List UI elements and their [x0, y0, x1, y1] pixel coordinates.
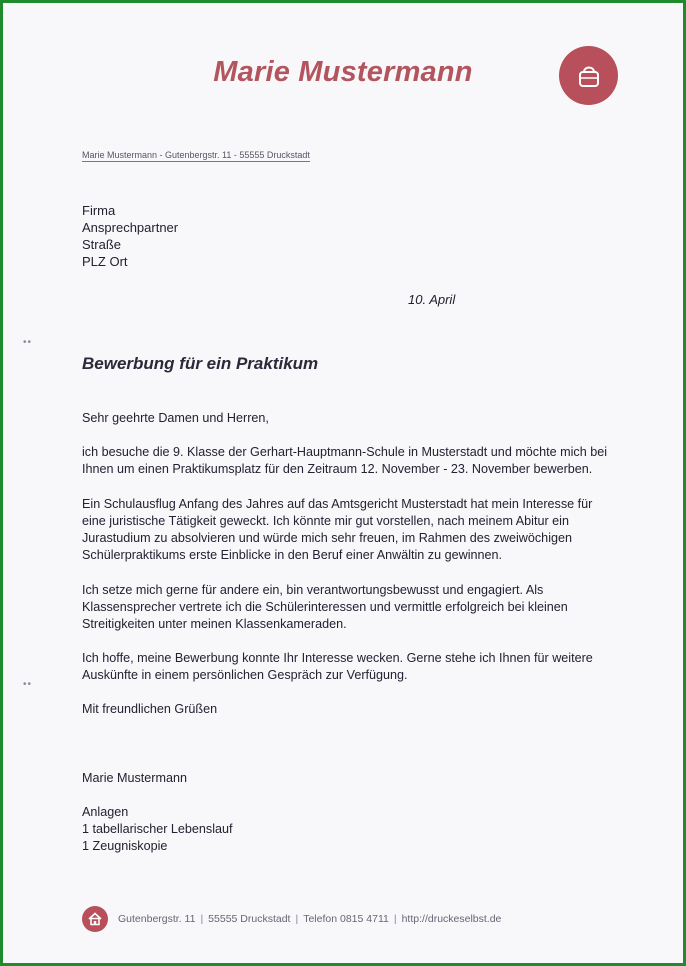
salutation [82, 410, 622, 427]
recipient-company: Firma [82, 203, 116, 218]
recipient-city: PLZ Ort [82, 254, 128, 269]
closing-text: Mit freundlichen Grüßen [82, 702, 218, 716]
paragraph-line: Jurastudium zu absolvieren und würde mich sehr freuen, im Rahmen des zweiwöchigen [82, 531, 573, 545]
footer-city: 55555 Druckstadt [208, 913, 291, 925]
paragraph-line: Ihnen um einen Praktikumsplatz für den Zeitraum 12. November - 23. November bewerben. [82, 462, 593, 476]
handbag-icon [574, 61, 604, 91]
logo-badge [559, 46, 618, 105]
paragraph-3 [82, 582, 622, 633]
closing [82, 701, 622, 718]
signature [82, 770, 622, 787]
footer-website-link[interactable]: http://druckeselbst.de [401, 913, 502, 925]
fold-mark-lower: •• [23, 679, 33, 690]
paragraph-line: Ich setze mich gerne für andere ein, bin verantwortungsbewusst und engagiert. Als [82, 583, 544, 597]
paragraph-line: Ich hoffe, meine Bewerbung konnte Ihr Interesse wecken. Gerne stehe ich Ihnen für weitere [82, 651, 593, 665]
paragraph-line: Schülerpraktikums erste Einblicke in den Beruf einer Anwältin zu gewinnen. [82, 548, 503, 562]
recipient-street: Straße [82, 237, 122, 252]
paragraph-1 [82, 444, 622, 478]
salutation-text: Sehr geehrte Damen und Herren, [82, 411, 269, 425]
paragraph-2 [82, 496, 622, 564]
attachment-item: 1 tabellarischer Lebenslauf [82, 822, 233, 836]
recipient-contact: Ansprechpartner [82, 220, 179, 235]
fold-mark-upper: •• [23, 337, 33, 348]
letter-subject: Bewerbung für ein Praktikum [82, 354, 319, 373]
letter-footer [82, 906, 501, 932]
paragraph-4 [82, 650, 622, 684]
signature-name: Marie Mustermann [82, 771, 187, 785]
recipient-address [82, 202, 178, 270]
attachments [82, 804, 622, 855]
paragraph-line: ich besuche die 9. Klasse der Gerhart-Hauptmann-Schule in Musterstadt und möchte mich bei [82, 445, 608, 459]
sender-name-heading: Marie Mustermann [213, 56, 473, 88]
paragraph-line: Klassensprecher vertrete ich die Schülerinteressen und vermittle erfolgreich bei kleinen [82, 600, 568, 614]
attachments-heading: Anlagen [82, 805, 129, 819]
paragraph-line: Auskünfte in einem persönlichen Gespräch zur Verfügung. [82, 668, 408, 682]
footer-badge [82, 906, 108, 932]
footer-phone: Telefon 0815 4711 [303, 913, 389, 925]
attachment-item: 1 Zeugniskopie [82, 839, 168, 853]
footer-separator: | [393, 913, 397, 925]
paragraph-line: Ein Schulausflug Anfang des Jahres auf das Amtsgericht Musterstadt hat mein Interesse für [82, 497, 593, 511]
return-address-line: Marie Mustermann - Gutenbergstr. 11 - 55555 Druckstadt [82, 150, 310, 160]
footer-street: Gutenbergstr. 11 [118, 913, 196, 925]
paragraph-line: eine juristische Tätigkeit geweckt. Ich könnte mir gut vorstellen, nach meinem Abitur ein [82, 514, 569, 528]
letter-date: 10. April [408, 292, 456, 307]
paragraph-line: Streitigkeiten unter meinen Klassenkameraden. [82, 617, 347, 631]
footer-separator: | [295, 913, 299, 925]
footer-separator: | [200, 913, 204, 925]
house-icon [87, 911, 103, 927]
